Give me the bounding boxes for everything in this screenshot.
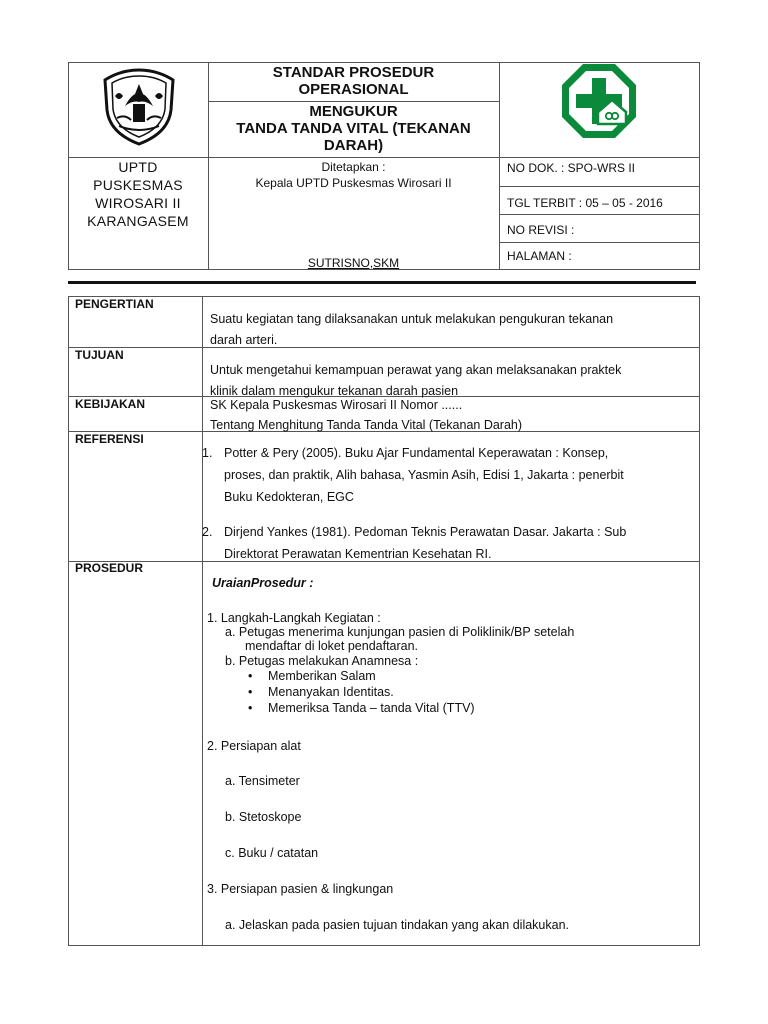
no-dok: NO DOK. : SPO-WRS II: [507, 161, 636, 175]
puskesmas-logo-icon: [560, 62, 638, 140]
bullet-item: [248, 684, 475, 700]
step-2: 2. Persiapan alat: [207, 739, 301, 753]
bullet-icon: •: [248, 701, 253, 715]
prosedur-heading-rest: Prosedur :: [250, 576, 314, 590]
pengertian-label: PENGERTIAN: [75, 297, 154, 311]
prosedur-heading-italic: Uraian: [212, 576, 251, 590]
step-2b: b. Stetoskope: [225, 810, 302, 824]
header-divider-title: [208, 101, 499, 102]
content-divider: [202, 296, 203, 946]
step-1a: [225, 625, 574, 653]
ditetapkan-label: Ditetapkan :: [321, 160, 386, 174]
step-1: 1. Langkah-Langkah Kegiatan :: [207, 611, 381, 625]
kepala-label: Kepala UPTD Puskesmas Wirosari II: [255, 176, 452, 190]
title-line-1: STANDAR PROSEDUR: [272, 64, 435, 81]
subtitle-line-1: MENGUKUR: [309, 103, 398, 120]
org-line-2: PUSKESMAS: [93, 177, 183, 193]
referensi-1-line-2: proses, dan praktik, Alih bahasa, Yasmin Asih, Edisi 1, Jakarta : penerbit: [224, 468, 624, 482]
referensi-1-line-3: Buku Kedokteran, EGC: [224, 490, 354, 504]
org-line-1: UPTD: [118, 159, 158, 175]
referensi-1-line-1: Potter & Pery (2005). Buku Ajar Fundamental Keperawatan : Konsep,: [224, 446, 609, 460]
kebijakan-label: KEBIJAKAN: [75, 397, 146, 411]
referensi-2-line-1: Dirjend Yankes (1981). Pedoman Teknis Perawatan Dasar. Jakarta : Sub: [224, 525, 627, 539]
pengertian-line-2: darah arteri.: [210, 333, 278, 347]
bullet-icon: •: [248, 685, 253, 699]
referensi-2-line-2: Direktorat Perawatan Kementrian Kesehatan RI.: [224, 547, 492, 561]
prosedur-heading: [212, 576, 313, 590]
organization-name: [68, 158, 208, 230]
referensi-num-1: 1.: [202, 446, 213, 460]
tgl-terbit: TGL TERBIT : 05 – 05 - 2016: [507, 196, 663, 210]
bullet-item: [248, 668, 475, 684]
step-3: 3. Persiapan pasien & lingkungan: [207, 882, 394, 896]
step-1a-line-2: mendaftar di loket pendaftaran.: [245, 639, 419, 653]
header-divider-2: [499, 62, 500, 270]
step-1a-line-1: a. Petugas menerima kunjungan pasien di Poliklinik/BP setelah: [225, 625, 575, 639]
bullet-text-1: Memberikan Salam: [268, 669, 376, 683]
document-subtitle: [208, 103, 499, 154]
prosedur-label: PROSEDUR: [75, 561, 144, 575]
kebijakan-line-1: SK Kepala Puskesmas Wirosari II Nomor ......: [210, 398, 463, 412]
pengertian-text: [210, 310, 613, 349]
bullet-text-3: Memeriksa Tanda – tanda Vital (TTV): [268, 701, 475, 715]
referensi-num-2: 2.: [202, 525, 213, 539]
referensi-label: REFERENSI: [75, 432, 144, 446]
bullet-item: [248, 700, 475, 716]
bullet-text-2: Menanyakan Identitas.: [268, 685, 394, 699]
title-line-2: OPERASIONAL: [298, 81, 409, 98]
subtitle-line-3: DARAH): [323, 137, 384, 154]
signer-name: SUTRISNO,SKM: [307, 256, 400, 270]
referensi-item-1: [202, 444, 624, 506]
halaman: HALAMAN :: [507, 249, 572, 263]
referensi-item-2: [202, 523, 626, 563]
org-line-3: WIROSARI II: [95, 195, 181, 211]
tujuan-label: TUJUAN: [75, 348, 124, 362]
anamnesa-bullets: [248, 668, 475, 716]
step-1b: b. Petugas melakukan Anamnesa :: [225, 654, 419, 668]
pengertian-line-1: Suatu kegiatan tang dilaksanakan untuk melakukan pengukuran tekanan: [210, 312, 614, 326]
header-divider-r1: [499, 186, 700, 187]
step-2a: a. Tensimeter: [225, 774, 300, 788]
document-title: [208, 64, 499, 98]
header-divider-r2: [499, 214, 700, 215]
no-revisi: NO REVISI :: [507, 223, 575, 237]
tujuan-line-1: Untuk mengetahui kemampuan perawat yang akan melaksanakan praktek: [210, 363, 622, 377]
bullet-icon: •: [248, 669, 253, 683]
step-3a: a. Jelaskan pada pasien tujuan tindakan yang akan dilakukan.: [225, 918, 570, 932]
tujuan-text: [210, 361, 621, 400]
tujuan-line-2: klinik dalam mengukur tekanan darah pasien: [210, 384, 459, 398]
org-line-4: KARANGASEM: [87, 213, 189, 229]
kebijakan-line-2: Tentang Menghitung Tanda Tanda Vital (Tekanan Darah): [210, 418, 523, 432]
step-2c: c. Buku / catatan: [225, 846, 319, 860]
kebijakan-text: [210, 396, 522, 434]
subtitle-line-2: TANDA TANDA VITAL (TEKANAN: [236, 120, 471, 137]
header-divider-r3: [499, 242, 700, 243]
header-rule: [68, 281, 696, 284]
regency-emblem-icon: [95, 66, 183, 146]
